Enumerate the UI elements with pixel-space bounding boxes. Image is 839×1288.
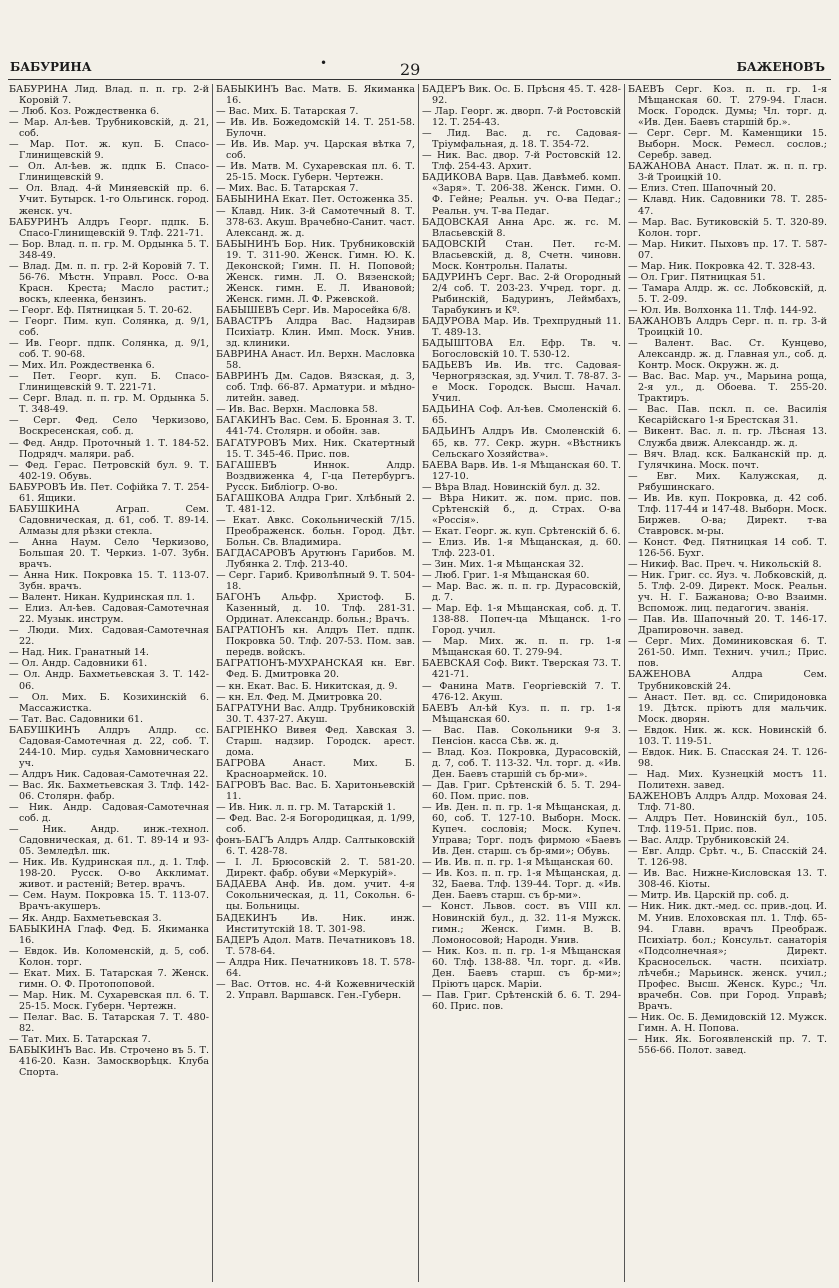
directory-entry: — Мар. Ник. М. Сухаревская пл. 6. Т. 25-15. Моск. Губерн. Чертежн.	[9, 989, 209, 1012]
directory-entry: — Ив. Вас. Верхн. Масловка 58.	[216, 404, 378, 416]
directory-entry: БАДУРИНЪ Серг. Вас. 2-й Огородный 2/4 соб. Т. 203-23. Учред. торг. д. Рыбинскій, Бадуринъ, Леймбахъ, Тарабукинъ и Кº.	[422, 271, 621, 316]
directory-entry: БАГРОВА Анаст. Мих. Б. Красноармейск. 10.	[216, 757, 415, 780]
directory-entry: БАДОВСКІЙ Стан. Пет. гс-М. Власьевскій, д. 8, Счетн. чиновн. Моск. Контрольн. Палаты.	[422, 238, 621, 272]
directory-entry: БАДЕКИНЪ Ив. Ник. инж. Институтскій 18. Т. 301-98.	[216, 912, 415, 935]
directory-entry: — Ив. Матв. М. Сухаревская пл. 6. Т. 25-15. Моск. Губерн. Чертежн.	[216, 161, 415, 184]
directory-entry: — Ник. Андр. инж.-технол. Садовническая, д. 61. Т. 89-14 и 93-05. Земледѣл. шк.	[9, 824, 209, 858]
directory-entry: — Алдръ Ник. Садовая-Самотечная 22.	[9, 768, 209, 780]
directory-entry: — Ол. Влад. 4-й Миняевскій пр. 6. Учит. Бутырск. 1-го Ольгинск. город. женск. уч.	[9, 183, 209, 217]
column-4	[624, 84, 830, 1282]
directory-entry: — Влад. Коз. Покровка, Дурасовскій, д. 7, соб. Т. 113-32. Чл. торг. д. «Ив. Ден. Баевъ старшій съ бр-ми».	[422, 746, 621, 780]
directory-entry: — Мих. Вас. Б. Татарская 7.	[216, 183, 359, 195]
directory-entry: — Ник. Ник. дкт.-мед. сс. прив.-доц. И. М. Унив. Елоховская пл. 1. Тлф. 65-94. Главн. врачъ Преображ. Психіатр. бол.; Консульт. санаторія «Подсолнечная»; Директ. Красносельск. частн. психіатр. лѣчебн.; Марьинск. женск. учил.; Профес. Высш. Женск. Курс.; Чл. врачебн. Сов. при Город. Управѣ; Врачъ.	[628, 901, 827, 1012]
directory-entry: — Ник. Коз. п. п. гр. 1-я Мѣщанская 60. Тлф. 138-88. Чл. торг. д. «Ив. Ден. Баевъ старш. съ бр-ми»; Пріютъ царск. Маріи.	[422, 945, 621, 990]
directory-entry: БАГАШКОВА Алдра Григ. Хлѣбный 2. Т. 481-12.	[216, 492, 415, 515]
directory-entry: — Екат. Георг. ж. куп. Срѣтенскій б. 6.	[422, 525, 621, 537]
directory-entry: — Анаст. Пет. вд. сс. Спиридоновка 19. Дѣтск. пріютъ для мальчик. Моск. дворян.	[628, 691, 827, 725]
directory-entry: БАБУШКИНА Аграп. Сем. Садовническая, д. 61, соб. Т. 89-14. Алмазы для рѣзки стекла.	[9, 503, 209, 537]
directory-entry: БАБЫНИНЪ Бор. Ник. Трубниковскій 19. Т. 311-90. Женск. Гимн. Ю. К. Деконской; Гимн. П. Н. Поповой; Женск. гимн. Л. О. Вязенской; Женск. гимн. Е. Л. Ивановой; Женск. гимн. Л. Ф. Ржевской.	[216, 238, 415, 305]
directory-entry: — Ол. Григ. Пятницкая 51.	[628, 271, 766, 283]
directory-entry: — Мар. Вас. ж. п. п. гр. Дурасовскій, д. 7.	[422, 581, 621, 604]
directory-entry: — Ив. Ив. Мар. уч. Царская вѣтка 7, соб.	[216, 139, 415, 162]
directory-entry: — Ник. Як. Богоявленскій пр. 7. Т. 556-66. Полот. завед.	[628, 1034, 827, 1057]
directory-entry: — Вас. Мих. Б. Татарская 7.	[216, 106, 359, 118]
directory-entry: — Викент. Вас. л. п. гр. Лѣсная 13. Служба движ. Александр. ж. д.	[628, 426, 827, 449]
directory-entry: — Вас. Як. Бахметьевская 3. Тлф. 142-06. Столярн. фабр.	[9, 779, 209, 802]
directory-entry: БАБУРИНЪ Алдръ Георг. пдпк. Б. Спасо-Глинищевскій 9. Тлф. 221-71.	[9, 216, 209, 239]
directory-entry: — Фед. Герас. Петровскій бул. 9. Т. 402-19. Обувь.	[9, 459, 209, 482]
directory-entry: — Ив. Ден. п. п. гр. 1-я Мѣщанская, д. 60, соб. Т. 127-10. Выборн. Моск. Купеч. сословія; Моск. Купеч. Управа; Торг. подъ фирмою «Баевъ Ив. Ден. старш. съ бр-ями»; Обувь.	[422, 802, 621, 858]
directory-entry: БАГОНЪ Альфр. Христоф. Б. Казенный, д. 10. Тлф. 281-31. Ординат. Александр. больн.; Врачъ.	[216, 592, 415, 626]
directory-entry: — Екат. Авкс. Сокольническій 7/15. Преображенск. больн. Город. Дѣт. Больн. Св. Владимира.	[216, 514, 415, 548]
directory-entry: — Юл. Ив. Волхонка 11. Тлф. 144-92.	[628, 304, 817, 316]
directory-entry: — Алдра Ник. Печатниковъ 18. Т. 578-64.	[216, 956, 415, 979]
directory-entry: — Георг. Еф. Пятницкая 5. Т. 20-62.	[9, 304, 193, 316]
directory-entry: БАЖЕНОВЪ Алдръ Алдр. Моховая 24. Тлф. 71-80.	[628, 791, 827, 814]
directory-entry: — Елиз. Ал-ѣев. Садовая-Самотечная 22. Музык. инструм.	[9, 603, 209, 626]
directory-entry: — Георг. Пим. куп. Солянка, д. 9/1, соб.	[9, 315, 209, 339]
directory-entry: — Мих. Ил. Рождественка 6.	[9, 360, 155, 372]
directory-entry: — Анна Ник. Покровка 15. Т. 113-07. Зубн. врачъ.	[9, 570, 209, 593]
directory-entry: — Вяч. Влад. кск. Балканскій пр. д. Гулячкина. Моск. почт.	[628, 448, 827, 471]
directory-entry: БАЕВА Варв. Ив. 1-я Мѣщанская 60. Т. 127-10.	[422, 459, 621, 482]
directory-entry: БАЕВЪ Ал-ѣй Куз. п. п. гр. 1-я Мѣщанская 60.	[422, 702, 621, 725]
directory-entry: БАЖАНОВЪ Алдръ Серг. п. п. гр. 3-й Троицкій 10.	[628, 315, 827, 339]
directory-entry: БАВАСТРЪ Алдра Вас. Надзирав Психіатр. Клин. Имп. Моск. Унив. зд. клиники.	[216, 315, 415, 350]
directory-entry: — Лид. Вас. д. гс. Садовая-Тріумфальная, д. 18. Т. 354-72.	[422, 128, 621, 151]
directory-entry: — Конст. Фед. Пятницкая 14 соб. Т. 126-56. Бухг.	[628, 536, 827, 559]
directory-entry: — Мар. Ник. Покровка 42. Т. 328-43.	[628, 260, 816, 272]
directory-entry: — Евг. Мих. Калужская, д. Рябушинскаго.	[628, 470, 827, 493]
directory-entry: — Тамара Алдр. ж. сс. Лобковскій, д. 5. Т. 2-09.	[628, 282, 827, 305]
directory-entry: БАГРІЕНКО Вивея Фед. Хавская 3. Старш. надзир. Городск. арест. дома.	[216, 724, 415, 758]
directory-entry: — Люб. Коз. Рождественка 6.	[9, 106, 160, 118]
directory-entry: — Серг. Гариб. Криволѣпный 9. Т. 504-18.	[216, 570, 415, 593]
directory-entry: — Ив. Ив. п. п. гр. 1-я Мѣщанская 60.	[422, 857, 614, 869]
directory-entry: — Вѣра Никит. ж. пом. прис. пов. Срѣтенскій б., д. Страх. О-ва «Россія».	[422, 492, 621, 526]
directory-entry: — Влад. Дм. п. п. гр. 2-й Коровій 7. Т. 56-76. Мѣстн. Управл. Росс. О-ва Красн. Креста; Масло растит.; воскъ, клеенка, бензинъ.	[9, 260, 209, 305]
directory-entry: — Вѣра Влад. Новинскій бул. д. 32.	[422, 481, 601, 493]
directory-entry: — Ив. Георг. пдпк. Солянка, д. 9/1, соб. Т. 90-68.	[9, 338, 209, 361]
directory-entry: — Ив. Вас. Нижне-Кисловская 13. Т. 308-46. Кіоты.	[628, 868, 827, 891]
directory-entry: — Вас. Алдр. Трубниковскій 24.	[628, 835, 790, 847]
directory-entry: БАГРАТУНИ Вас. Алдр. Трубниковскій 30. Т. 437-27. Акуш.	[216, 702, 415, 725]
directory-entry: БАГАТУРОВЪ Мих. Ник. Скатертный 15. Т. 345-46. Прис. пов.	[216, 437, 415, 460]
directory-entry: БАЕВЪ Серг. Коз. п. п. гр. 1-я Мѣщанская 60. Т. 279-94. Гласн. Моск. Городск. Думы; Чл. торг. д. «Ив. Ден. Баевъ старшій бр.».	[628, 84, 827, 129]
directory-entry: — Ник. Андр. Садовая-Самотечная соб. д.	[9, 802, 209, 825]
directory-entry: БАДОВСКАЯ Анна Арс. ж. гс. М. Власьевскій 8.	[422, 216, 621, 239]
directory-entry: БАЕВСКАЯ Соф. Викт. Тверская 73. Т. 421-71.	[422, 658, 621, 681]
directory-entry: — Мар. Еф. 1-я Мѣщанская, соб. д. Т. 138-88. Попеч-ца Мѣщанск. 1-го Город. учил.	[422, 603, 621, 637]
directory-entry: — Ив. Ник. л. п. гр. М. Татарскій 1.	[216, 802, 396, 814]
directory-entry: — Конст. Львов. сост. въ VIII кл. Новинскій бул., д. 32. 11-я Мужск. гимн.; Женск. Гимн. В. В. Ломоносовой; Народн. Унив.	[422, 901, 621, 946]
directory-entry: — Елиз. Ив. 1-я Мѣщанская, д. 60. Тлф. 223-01.	[422, 536, 621, 559]
directory-entry: — Ол. Ал-ѣев. ж. пдпк Б. Спасо-Глинищевскій 9.	[9, 161, 209, 184]
directory-entry: БАГАШЕВЪ Иннок. Алдр. Воздвиженка 4, Г-ца Петербургъ. Русск. Библіогр. О-во.	[216, 459, 415, 493]
directory-entry: — Фед. Вас. 2-я Богородицкая, д. 1/99, соб.	[216, 813, 415, 836]
running-head-right: БАЖЕНОВЪ	[736, 60, 825, 74]
directory-entry: БАДИКОВА Варв. Цав. Давѣмеб. комп. «Заря». Т. 206-38. Женск. Гимн. О. Ф. Гейне; Реальн. уч. О-ва Педаг.; Реальн. уч. Т-ва Педаг.	[422, 172, 621, 217]
directory-entry: — Дав. Григ. Срѣтенскій б. 5. Т. 294-60. Пом. прис. пов.	[422, 779, 621, 802]
directory-entry: — Пет. Георг. куп. Б. Спасо-Глинищевскій 9. Т. 221-71.	[9, 371, 209, 394]
directory-entry: — Никиф. Вас. Преч. ч. Никольскій 8.	[628, 559, 822, 571]
directory-entry: БАВРИНЪ Дм. Садов. Вязская, д. 3, соб. Тлф. 66-87. Арматури. и мѣдно-литейн. завед.	[216, 371, 415, 405]
header-ornament: •	[320, 56, 328, 70]
directory-entry: БАГАКИНЪ Вас. Сем. Б. Бронная 3. Т. 441-74. Столярн. и обойн. зав.	[216, 415, 415, 438]
directory-entry: — Мар. Пот. ж. куп. Б. Спасо-Глинищевскій 9.	[9, 139, 209, 162]
directory-entry: — Пелаг. Вас. Б. Татарская 7. Т. 480-82.	[9, 1011, 209, 1034]
directory-entry: фонъ-БАГЪ Алдръ Алдр. Салтыковскій 6. Т. 428-78.	[216, 835, 415, 858]
directory-entry: — Зин. Мих. 1-я Мѣщанская 32.	[422, 559, 584, 571]
directory-entry: — Валент. Никан. Кудринская пл. 1.	[9, 592, 195, 604]
directory-entry: — Евг. Алдр. Срѣт. ч., Б. Спасскій 24. Т. 126-98.	[628, 846, 827, 869]
directory-entry: — Ник. Ив. Кудринская пл., д. 1. Тлф. 198-20. Русск. О-во Акклимат. живот. и растеній; Ветер. врачъ.	[9, 857, 209, 891]
directory-entry: БАГРАТІОНЪ-МУХРАНСКАЯ кн. Евг. Фед. Б. Дмитровка 20.	[216, 658, 415, 681]
page-number: 29	[400, 60, 421, 79]
directory-entry: — Мар. Никит. Пыховъ пр. 17. Т. 587-07.	[628, 238, 827, 261]
directory-entry: БАБУШКИНЪ Алдръ Алдр. сс. Садовая-Самотечная д. 22, соб. Т. 244-10. Мир. судья Хамовническаго уч.	[9, 724, 209, 769]
directory-entry: — Мар. Ал-ѣев. Трубниковскій, д. 21, соб.	[9, 117, 209, 140]
directory-entry: — Ол. Мих. Б. Козихинскій 6. Массажистка.	[9, 691, 209, 714]
column-2	[212, 84, 418, 1282]
directory-entry: БАДЬИНЪ Алдръ Ив. Смоленскій 6. 65, кв. 77. Секр. журн. «Вѣстникъ Сельскаго Хозяйства».	[422, 426, 621, 460]
directory-entry: — Тат. Вас. Садовники 61.	[9, 713, 144, 725]
directory-entry: — Над. Мих. Кузнецкій мостъ 11. Политехн. завед.	[628, 768, 827, 791]
columns	[6, 84, 833, 1282]
directory-entry: БАДЫШТОВА Ел. Ефр. Тв. ч. Богословскій 10. Т. 530-12.	[422, 338, 621, 361]
directory-entry: — Серг. Влад. п. п. гр. М. Ордынка 5. Т. 348-49.	[9, 393, 209, 416]
directory-entry: — Евдок. Ник. Б. Спасская 24. Т. 126-98.	[628, 746, 827, 769]
directory-entry: БАБУРОВЪ Ив. Пет. Софійка 7. Т. 254-61. Ящики.	[9, 481, 209, 504]
directory-entry: — кн. Ел. Фед. М. Дмитровка 20.	[216, 691, 383, 703]
directory-entry: БАДЬИНА Соф. Ал-ѣев. Смоленскій 6. 65.	[422, 404, 621, 427]
directory-entry: — Вас. Пав. Сокольники 9-я 3. Пенсіон. касса Сѣв. ж. д.	[422, 724, 621, 747]
directory-entry: — Ол. Андр. Садовники 61.	[9, 658, 148, 670]
directory-entry: — Евдок. Ив. Коломенскій, д. 5, соб. Колон. торг.	[9, 945, 209, 968]
directory-entry: — Серг. Серг. М. Каменщики 15. Выборн. Моск. Ремесл. сослов.; Серебр. завед.	[628, 128, 827, 162]
directory-entry: — Пав. Ив. Шапочный 20. Т. 146-17. Драпировочн. завед.	[628, 614, 827, 637]
directory-entry: БАДЕРЪ Вик. Ос. Б. Прѣсня 45. Т. 428-92.	[422, 84, 621, 107]
directory-entry: — Мар. Мих. ж. п. п. гр. 1-я Мѣщанская 60. Т. 279-94.	[422, 636, 621, 659]
directory-entry: БАГРОВЪ Вас. Вас. Б. Харитоньевскій 11.	[216, 779, 415, 802]
directory-entry: — Митр. Ив. Царскій пр. соб. д.	[628, 890, 789, 902]
directory-entry: — Люб. Григ. 1-я Мѣщанская 60.	[422, 570, 590, 582]
directory-entry: БАГРАТІОНЪ кн. Алдръ Пет. пдпк. Покровка 50. Тлф. 207-53. Пом. зав. передв. войскъ.	[216, 625, 415, 659]
directory-entry: БАБЫКИНЪ Вас. Ив. Строчено въ 5. Т. 416-20. Казн. Замоскворѣцк. Клуба Спорта.	[9, 1045, 209, 1079]
directory-entry: БАДЕРЪ Адол. Матв. Печатниковъ 18. Т. 578-64.	[216, 934, 415, 957]
directory-entry: БАВРИНА Анаст. Ил. Верхн. Масловка 58.	[216, 349, 415, 372]
directory-entry: — Екат. Мих. Б. Татарская 7. Женск. гимн. О. Ф. Протопоповой.	[9, 967, 209, 990]
directory-entry: — Мар. Вас. Бутиковскій 5. Т. 320-89. Колон. торг.	[628, 216, 827, 239]
directory-entry: — Ник. Вас. двор. 7-й Ростовскій 12. Тлф. 254-43. Архит.	[422, 150, 621, 173]
directory-entry: БАБУРИНА Лид. Влад. п. п. гр. 2-й Коровій 7.	[9, 84, 209, 107]
directory-entry: — Валент. Вас. Ст. Кунцево, Александр. ж. д. Главная ул., соб. д. Контр. Моск. Окружн. ж. д.	[628, 338, 827, 372]
directory-entry: — Серг. Фед. Село Черкизово, Воскресенская, соб. д.	[9, 415, 209, 438]
header-rule	[8, 79, 831, 80]
directory-entry: — Тат. Мих. Б. Татарская 7.	[9, 1034, 151, 1046]
directory-entry: — кн. Екат. Вас. Б. Никитская, д. 9.	[216, 680, 398, 692]
directory-entry: — Серг. Мих. Доминиковская 6. Т. 261-50. Имп. Технич. учил.; Прис. пов.	[628, 636, 827, 670]
column-3	[418, 84, 624, 1282]
directory-entry: — Над. Ник. Гранатный 14.	[9, 647, 149, 659]
directory-entry: БАБЫКИНА Глаф. Фед. Б. Якиманка 16.	[9, 923, 209, 946]
directory-entry: — Фанина Матв. Георгіевскій 7. Т. 476-12. Акуш.	[422, 680, 621, 703]
directory-entry: — Алдръ Пет. Новинскій бул., 105. Тлф. 119-51. Прис. пов.	[628, 813, 827, 836]
directory-entry: — Ив. Ив. Божедомскій 14. Т. 251-58. Булочн.	[216, 117, 415, 140]
column-1	[6, 84, 212, 1282]
directory-entry: — Ив. Ив. куп. Покровка, д. 42 соб. Тлф. 117-44 и 147-48. Выборн. Моск. Биржев. О-ва; Директ. т-ва Ставровск. м-ры.	[628, 492, 827, 537]
directory-entry: БАГДАСАРОВЪ Арутюнъ Гарибов. М. Лубянка 2. Тлф. 213-40.	[216, 547, 415, 571]
directory-entry: — Ник. Ос. Б. Демидовскій 12. Мужск. Гимн. А. Н. Попова.	[628, 1011, 827, 1034]
directory-entry: БАДЬЕВЪ Ив. Ив. тгс. Садовая-Черногрязская, зд. Учил. Т. 78-87. 3-е Моск. Городск. Высш. Начал. Учил.	[422, 360, 621, 405]
directory-entry: — Сем. Наум. Покровка 15. Т. 113-07. Врачъ-акушеръ.	[9, 890, 209, 913]
directory-entry: — Вас. Вас. Мар. уч., Марьина роща, 2-я ул., д. Обоева. Т. 255-20. Трактиръ.	[628, 371, 827, 405]
directory-entry: — Анна Наум. Село Черкизово, Большая 20. Т. Черкиз. 1-07. Зубн. врачъ.	[9, 536, 209, 571]
directory-entry: — І. Л. Брюсовскій 2. Т. 581-20. Директ. фабр. обуви «Меркурій».	[216, 857, 415, 880]
directory-entry: БАДУРОВА Мар. Ив. Трехпрудный 11. Т. 489-13.	[422, 315, 621, 339]
directory-entry: — Клавд. Ник. Садовники 78. Т. 285-47.	[628, 194, 827, 217]
directory-entry: БАДАЕВА Анф. Ив. дом. учит. 4-я Сокольническая, д. 11, Сокольн. 6-цы. Больницы.	[216, 879, 415, 913]
directory-entry: — Бор. Влад. п. п. гр. М. Ордынка 5. Т. 348-49.	[9, 238, 209, 261]
directory-entry: БАЖАНОВА Анаст. Плат. ж. п. п. гр. 3-й Троицкій 10.	[628, 161, 827, 184]
directory-entry: — Лар. Георг. ж. дворп. 7-й Ростовскій 12. Т. 254-43.	[422, 106, 621, 129]
directory-entry: — Люди. Мих. Садовая-Самотечная 22.	[9, 625, 209, 648]
directory-entry: — Як. Андр. Бахметьевская 3.	[9, 912, 162, 924]
directory-entry: БАБЫНИНА Екат. Пет. Остоженка 35.	[216, 194, 414, 206]
directory-entry: — Клавд. Ник. 3-й Самотечный 8. Т. 378-63. Акуш. Врачебно-Санит. част. Александ. ж. д.	[216, 205, 415, 239]
directory-entry: — Ив. Коз. п. п. гр. 1-я Мѣщанская, д. 32, Баева. Тлф. 139-44. Торг. д. «Ив. Ден. Баевъ старш. съ бр-ми».	[422, 868, 621, 902]
directory-entry: — Пав. Григ. Срѣтенскій б. 6. Т. 294-60. Прис. пов.	[422, 989, 621, 1012]
directory-entry: — Елиз. Степ. Шапочный 20.	[628, 183, 777, 195]
page-header	[0, 0, 839, 78]
directory-entry: — Ник. Григ. сс. Яуз. ч. Лобковскій, д. 5. Тлф. 2-09. Директ. Моск. Реальн. уч. Н. Г. Бажанова; О-во Взаимн. Вспомож. лиц. педагогич. званія.	[628, 570, 827, 615]
directory-entry: — Фед. Андр. Проточный 1. Т. 184-52. Подрядч. маляри. раб.	[9, 437, 209, 460]
directory-entry: БАЖЕНОВА Алдра Сем. Трубниковскій 24.	[628, 669, 827, 692]
directory-entry: БАБЫШЕВЪ Серг. Ив. Маросейка 6/8.	[216, 304, 411, 316]
directory-entry: БАБЫКИНЪ Вас. Матв. Б. Якиманка 16.	[216, 84, 415, 107]
directory-entry: — Евдок. Ник. ж. кск. Новинскій б. 103. Т. 119-51.	[628, 724, 827, 747]
running-head-left: БАБУРИНА	[10, 60, 92, 74]
directory-entry: — Ол. Андр. Бахметьевская 3. Т. 142-06.	[9, 669, 209, 692]
directory-entry: — Вас. Оттов. нс. 4-й Кожевническій 2. Управл. Варшавск. Ген.-Губерн.	[216, 978, 415, 1001]
directory-entry: — Вас. Пав. пскл. п. се. Василія Кесарійскаго 1-я Брестская 31.	[628, 404, 827, 427]
